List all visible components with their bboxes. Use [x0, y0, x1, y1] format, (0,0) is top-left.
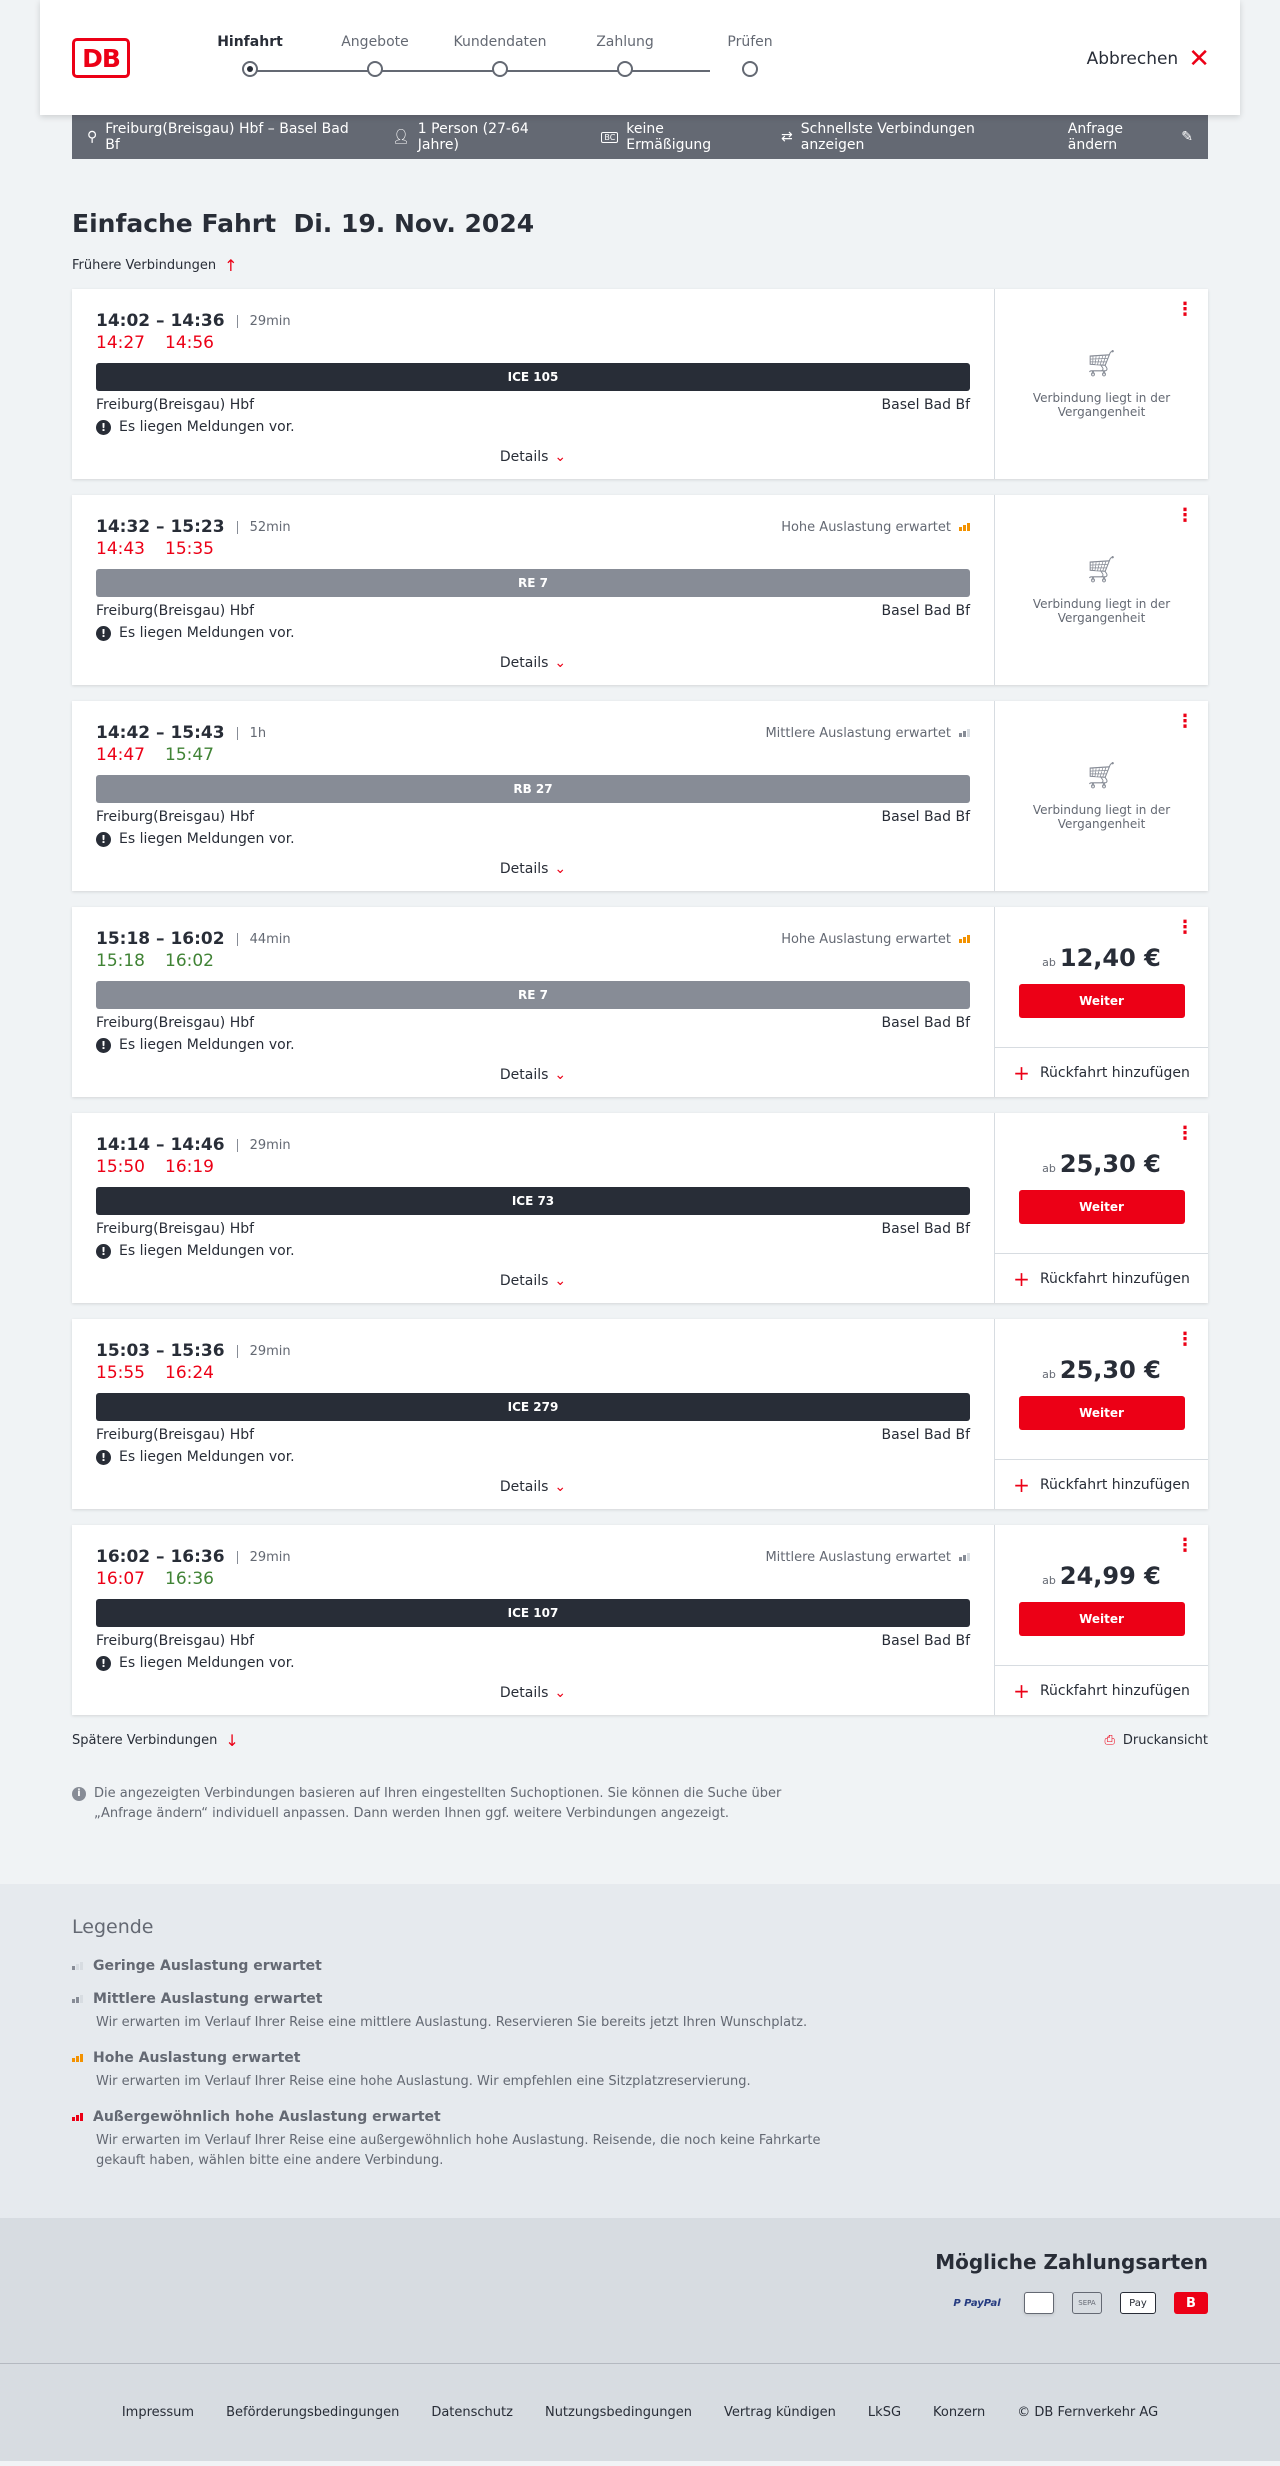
time-range: 15:18 – 16:02: [96, 929, 225, 949]
messages-notice: [96, 1449, 970, 1465]
add-return-trip-button[interactable]: [995, 1459, 1208, 1509]
stations: [96, 1221, 970, 1237]
cart-icon: 🛒︎: [1084, 555, 1118, 585]
summary-discount: [601, 121, 749, 153]
load-indicator: [781, 520, 970, 535]
realtime-times: [96, 745, 970, 769]
connection-details[interactable]: [72, 907, 994, 1097]
duration: 52min: [237, 521, 291, 534]
details-toggle[interactable]: [96, 449, 970, 465]
load-low-icon: [72, 1962, 83, 1970]
train-bar: ICE 107: [96, 1599, 970, 1627]
duration: 29min: [237, 1551, 291, 1564]
chevron-down-icon: ⌄: [554, 1273, 567, 1289]
price-value: 25,30 €: [1059, 1356, 1161, 1384]
plus-icon: +: [1013, 1472, 1030, 1497]
plus-icon: +: [1013, 1678, 1030, 1703]
train-bar: ICE 279: [96, 1393, 970, 1421]
chevron-down-icon: ⌄: [554, 449, 567, 465]
messages-notice: [96, 831, 970, 847]
details-label: Details: [499, 861, 549, 877]
duration: 29min: [237, 315, 291, 328]
origin-station: Freiburg(Breisgau) Hbf: [96, 1221, 255, 1237]
cancel-button[interactable]: [1087, 46, 1210, 72]
chevron-down-icon: ⌄: [554, 1479, 567, 1495]
stations: [96, 603, 970, 619]
change-request-button[interactable]: [1068, 121, 1193, 153]
destination-station: Basel Bad Bf: [881, 603, 970, 619]
messages-text: Es liegen Meldungen vor.: [119, 1037, 295, 1053]
chevron-down-icon: ⌄: [554, 1685, 567, 1701]
add-return-trip-button[interactable]: [995, 1047, 1208, 1097]
destination-station: Basel Bad Bf: [881, 397, 970, 413]
summary-persons: [392, 121, 569, 153]
past-text: Verbindung liegt in der Vergangenheit: [1032, 803, 1171, 831]
offer-panel: [994, 1525, 1208, 1715]
summary-route-text: Freiburg(Breisgau) Hbf – Basel Bad Bf: [105, 121, 349, 153]
cancel-label: Abbrechen: [1086, 49, 1179, 69]
stations: [96, 1633, 970, 1649]
past-text: Verbindung liegt in der Vergangenheit: [1032, 597, 1171, 625]
planned-times: [96, 721, 970, 745]
step-dot: [242, 61, 258, 77]
more-options-icon[interactable]: ⋮: [1176, 1535, 1194, 1556]
realtime-departure: 15:18: [96, 951, 145, 971]
planned-times: [96, 1339, 970, 1363]
destination-station: Basel Bad Bf: [881, 1221, 970, 1237]
stations: [96, 1427, 970, 1443]
load-text: Hohe Auslastung erwartet: [781, 931, 951, 947]
trip-type: Einfache Fahrt: [72, 209, 277, 238]
connection-details[interactable]: [72, 701, 994, 891]
price-prefix: ab: [1042, 1574, 1056, 1587]
plus-icon: +: [1013, 1060, 1030, 1085]
pencil-icon: ✎: [1181, 129, 1193, 145]
realtime-times: [96, 539, 970, 563]
details-toggle[interactable]: [96, 1273, 970, 1289]
realtime-departure: 14:27: [96, 333, 145, 353]
list-footer: [72, 1731, 1208, 1750]
realtime-arrival: 15:47: [165, 745, 214, 765]
load-high-icon: [959, 935, 970, 943]
messages-notice: [96, 1037, 970, 1053]
person-icon: 👤︎: [392, 129, 410, 145]
destination-station: Basel Bad Bf: [881, 1633, 970, 1649]
more-options-icon[interactable]: ⋮: [1176, 299, 1194, 320]
trip-date: Di. 19. Nov. 2024: [293, 209, 535, 238]
progress-stepper: [180, 34, 780, 84]
chevron-down-icon: ⌄: [554, 861, 567, 877]
realtime-times: [96, 1569, 970, 1593]
alert-icon: !: [96, 1656, 111, 1671]
alert-icon: !: [96, 626, 111, 641]
messages-notice: [96, 625, 970, 641]
realtime-departure: 15:55: [96, 1363, 145, 1383]
step-label: Prüfen: [727, 34, 773, 50]
time-range: 14:02 – 14:36: [96, 311, 225, 331]
alert-icon: !: [96, 1450, 111, 1465]
plus-icon: +: [1013, 1266, 1030, 1291]
legend-item: [72, 2109, 1208, 2171]
legend-item: [72, 1958, 1208, 1974]
train-bar: RE 7: [96, 569, 970, 597]
price-prefix: ab: [1042, 956, 1056, 969]
duration: 29min: [237, 1345, 291, 1358]
payment-db-icon: B: [1174, 2292, 1208, 2314]
connection-card: [72, 1525, 1208, 1715]
price: [1042, 1150, 1161, 1178]
connection-details[interactable]: [72, 1525, 994, 1715]
duration: 1h: [237, 727, 267, 740]
realtime-arrival: 16:02: [165, 951, 214, 971]
origin-station: Freiburg(Breisgau) Hbf: [96, 1427, 255, 1443]
messages-text: Es liegen Meldungen vor.: [119, 831, 295, 847]
more-options-icon[interactable]: ⋮: [1176, 1329, 1194, 1350]
connection-card: [72, 1319, 1208, 1509]
page-title: [72, 209, 1208, 238]
messages-notice: [96, 1243, 970, 1259]
train-bar: RB 27: [96, 775, 970, 803]
planned-times: [96, 309, 970, 333]
printer-icon: ⎙: [1104, 1733, 1115, 1748]
close-icon: ✕: [1188, 44, 1210, 74]
load-indicator: [765, 726, 970, 741]
step-kundendaten: [430, 34, 570, 77]
details-label: Details: [499, 1685, 549, 1701]
footer-link[interactable]: Konzern: [933, 2405, 986, 2420]
legend-item-title: Außergewöhnlich hohe Auslastung erwartet: [93, 2109, 441, 2125]
offer-panel: [994, 907, 1208, 1097]
search-summary-bar: [72, 115, 1208, 159]
price-value: 25,30 €: [1059, 1150, 1161, 1178]
load-high-icon: [959, 523, 970, 531]
earlier-label: Frühere Verbindungen: [72, 258, 217, 273]
stations: [96, 397, 970, 413]
realtime-departure: 14:43: [96, 539, 145, 559]
time-range: 14:32 – 15:23: [96, 517, 225, 537]
realtime-departure: 15:50: [96, 1157, 145, 1177]
footer-links: [0, 2363, 1280, 2461]
time-range: 14:42 – 15:43: [96, 723, 225, 743]
continue-button[interactable]: Weiter: [1019, 1396, 1185, 1430]
summary-fastest-text: Schnellste Verbindungen anzeigen: [800, 121, 975, 153]
planned-times: [96, 927, 970, 951]
realtime-arrival: 16:24: [165, 1363, 214, 1383]
offer-panel: [994, 701, 1208, 891]
add-return-trip-button[interactable]: [995, 1665, 1208, 1715]
info-icon: i: [72, 1787, 86, 1801]
alert-icon: !: [96, 420, 111, 435]
connection-details[interactable]: [72, 495, 994, 685]
info-note-text: Die angezeigten Verbindungen basieren auf Ihren eingestellten Suchoptionen. Sie können die Suche über „Anfrage ändern“ individuell anpassen. Dann werden Ihnen ggf. weitere Verbindungen angezeigt.: [94, 1786, 782, 1821]
step-hinfahrt[interactable]: [180, 34, 320, 77]
add-return-label: Rückfahrt hinzufügen: [1039, 1476, 1190, 1493]
time-range: 16:02 – 16:36: [96, 1547, 225, 1567]
load-ext-icon: [72, 2113, 83, 2121]
later-connections-link[interactable]: [72, 1731, 239, 1750]
realtime-arrival: 16:19: [165, 1157, 214, 1177]
connection-card: [72, 495, 1208, 685]
details-toggle[interactable]: [96, 1685, 970, 1701]
realtime-departure: 14:47: [96, 745, 145, 765]
price-value: 12,40 €: [1059, 944, 1161, 972]
time-range: 14:14 – 14:46: [96, 1135, 225, 1155]
load-indicator: [781, 932, 970, 947]
destination-station: Basel Bad Bf: [881, 1015, 970, 1031]
price-prefix: ab: [1042, 1162, 1056, 1175]
step-dot: [367, 61, 383, 77]
payment-card-icon: [1024, 2292, 1054, 2314]
earlier-connections-link[interactable]: [72, 256, 1208, 275]
step-dot: [742, 61, 758, 77]
load-text: Mittlere Auslastung erwartet: [765, 1549, 951, 1565]
chevron-down-icon: ⌄: [554, 655, 567, 671]
legend-item-title: Geringe Auslastung erwartet: [93, 1958, 322, 1974]
payment-title: Mögliche Zahlungsarten: [935, 2250, 1208, 2274]
summary-discount-text: keine Ermäßigung: [626, 121, 712, 153]
legend-item-title: Mittlere Auslastung erwartet: [93, 1991, 323, 2007]
legend-item-desc: Wir erwarten im Verlauf Ihrer Reise eine mittlere Auslastung. Reservieren Sie bereits jetzt Ihren Wunschplatz.: [96, 2015, 808, 2030]
realtime-arrival: 15:35: [165, 539, 214, 559]
more-options-icon[interactable]: ⋮: [1176, 505, 1194, 526]
payment-sepa-icon: SEPA: [1072, 2292, 1102, 2314]
realtime-departure: 16:07: [96, 1569, 145, 1589]
load-indicator: [765, 1550, 970, 1565]
realtime-times: [96, 333, 970, 357]
connection-card: [72, 907, 1208, 1097]
legend-title: Legende: [72, 1916, 154, 1938]
realtime-times: [96, 951, 970, 975]
details-toggle[interactable]: [96, 1479, 970, 1495]
load-mid-icon: [959, 729, 970, 737]
step-dot: [492, 61, 508, 77]
train-bar: RE 7: [96, 981, 970, 1009]
step-pruefen: [680, 34, 820, 77]
offer-panel: [994, 1319, 1208, 1509]
train-bar: ICE 105: [96, 363, 970, 391]
payment-paypal-icon: P PayPal: [953, 2297, 1001, 2309]
price: [1042, 1356, 1161, 1384]
summary-route: [87, 121, 360, 153]
continue-button[interactable]: Weiter: [1019, 1602, 1185, 1636]
db-logo[interactable]: DB: [72, 38, 130, 78]
details-label: Details: [499, 449, 549, 465]
chevron-down-icon: ⌄: [554, 1067, 567, 1083]
messages-notice: [96, 419, 970, 435]
price-value: 24,99 €: [1059, 1562, 1161, 1590]
messages-notice: [96, 1655, 970, 1671]
load-mid-icon: [959, 1553, 970, 1561]
details-toggle[interactable]: [96, 1067, 970, 1083]
step-angebote: [305, 34, 445, 77]
price: [1042, 944, 1161, 972]
details-label: Details: [499, 1067, 549, 1083]
origin-station: Freiburg(Breisgau) Hbf: [96, 397, 255, 413]
time-range: 15:03 – 15:36: [96, 1341, 225, 1361]
details-toggle[interactable]: [96, 861, 970, 877]
realtime-arrival: 14:56: [165, 333, 214, 353]
load-mid-icon: [72, 1995, 83, 2003]
step-label: Hinfahrt: [217, 34, 283, 50]
continue-button[interactable]: Weiter: [1019, 984, 1185, 1018]
offer-panel: [994, 495, 1208, 685]
swap-arrows-icon: ⇄: [781, 129, 793, 145]
connection-details[interactable]: [72, 1113, 994, 1303]
alert-icon: !: [96, 1038, 111, 1053]
step-label: Kundendaten: [453, 34, 547, 50]
planned-times: [96, 1133, 970, 1157]
more-options-icon[interactable]: ⋮: [1176, 711, 1194, 732]
payment-section: [0, 2218, 1280, 2363]
connection-card: [72, 1113, 1208, 1303]
legend-item-desc: Wir erwarten im Verlauf Ihrer Reise eine außergewöhnlich hohe Auslastung. Reisende, die noch keine Fahrkarte gekauft haben, wählen bitte eine andere Verbindung.: [96, 2133, 821, 2168]
print-label: Druckansicht: [1122, 1733, 1208, 1748]
footer-link[interactable]: Nutzungsbedingungen: [544, 2405, 692, 2420]
stations: [96, 1015, 970, 1031]
past-text: Verbindung liegt in der Vergangenheit: [1032, 391, 1171, 419]
load-text: Hohe Auslastung erwartet: [781, 519, 951, 535]
legend-item: [72, 2050, 1208, 2092]
train-bar: ICE 73: [96, 1187, 970, 1215]
cart-icon: 🛒︎: [1084, 761, 1118, 791]
footer-link[interactable]: © DB Fernverkehr AG: [1017, 2405, 1159, 2420]
arrow-down-icon: ↓: [225, 1731, 239, 1750]
planned-times: [96, 515, 970, 539]
connection-details[interactable]: [72, 1319, 994, 1509]
details-toggle[interactable]: [96, 655, 970, 671]
bahncard-icon: BC: [601, 132, 618, 143]
step-label: Angebote: [341, 34, 409, 50]
duration: 44min: [237, 933, 291, 946]
connection-card: [72, 701, 1208, 891]
price: [1042, 1562, 1161, 1590]
header: [40, 0, 1240, 115]
planned-times: [96, 1545, 970, 1569]
load-high-icon: [72, 2054, 83, 2062]
payment-methods: [72, 2292, 1208, 2330]
info-note: [72, 1784, 842, 1824]
add-return-label: Rückfahrt hinzufügen: [1039, 1064, 1190, 1081]
footer-link[interactable]: Vertrag kündigen: [723, 2405, 836, 2420]
footer-link[interactable]: Datenschutz: [431, 2405, 513, 2420]
more-options-icon[interactable]: ⋮: [1176, 1123, 1194, 1144]
details-label: Details: [499, 655, 549, 671]
arrow-up-icon: ↑: [224, 256, 238, 275]
origin-station: Freiburg(Breisgau) Hbf: [96, 1633, 255, 1649]
duration: 29min: [237, 1139, 291, 1152]
summary-fastest: [781, 121, 1036, 153]
details-label: Details: [499, 1479, 549, 1495]
realtime-times: [96, 1363, 970, 1387]
change-request-label: Anfrage ändern: [1067, 121, 1123, 153]
legend-item-title: Hohe Auslastung erwartet: [93, 2050, 301, 2066]
alert-icon: !: [96, 832, 111, 847]
messages-text: Es liegen Meldungen vor.: [119, 419, 295, 435]
messages-text: Es liegen Meldungen vor.: [119, 1655, 295, 1671]
messages-text: Es liegen Meldungen vor.: [119, 1243, 295, 1259]
cart-icon: 🛒︎: [1084, 349, 1118, 379]
details-label: Details: [499, 1273, 549, 1289]
origin-station: Freiburg(Breisgau) Hbf: [96, 603, 255, 619]
footer-link[interactable]: Impressum: [121, 2405, 195, 2420]
print-view-link[interactable]: [1104, 1731, 1208, 1750]
footer-link[interactable]: Beförderungsbedingungen: [226, 2405, 400, 2420]
legend-section: [0, 1884, 1280, 2218]
footer-link[interactable]: LkSG: [867, 2405, 902, 2420]
more-options-icon[interactable]: ⋮: [1176, 917, 1194, 938]
origin-station: Freiburg(Breisgau) Hbf: [96, 809, 255, 825]
messages-text: Es liegen Meldungen vor.: [119, 625, 295, 641]
price-prefix: ab: [1042, 1368, 1056, 1381]
later-label: Spätere Verbindungen: [72, 1733, 218, 1748]
add-return-trip-button[interactable]: [995, 1253, 1208, 1303]
connection-list: [72, 289, 1208, 1715]
step-dot: [617, 61, 633, 77]
legend-item-desc: Wir erwarten im Verlauf Ihrer Reise eine hohe Auslastung. Wir empfehlen eine Sitzplatzreservierung.: [96, 2074, 751, 2089]
destination-station: Basel Bad Bf: [881, 809, 970, 825]
step-zahlung: [555, 34, 695, 77]
add-return-label: Rückfahrt hinzufügen: [1039, 1270, 1190, 1287]
realtime-arrival: 16:36: [165, 1569, 214, 1589]
location-pin-icon: ⚲: [87, 129, 98, 145]
connection-details[interactable]: [72, 289, 994, 479]
offer-panel: [994, 289, 1208, 479]
add-return-label: Rückfahrt hinzufügen: [1039, 1682, 1190, 1699]
origin-station: Freiburg(Breisgau) Hbf: [96, 1015, 255, 1031]
alert-icon: !: [96, 1244, 111, 1259]
continue-button[interactable]: Weiter: [1019, 1190, 1185, 1224]
legend-item: [72, 1991, 1208, 2033]
messages-text: Es liegen Meldungen vor.: [119, 1449, 295, 1465]
summary-persons-text: 1 Person (27-64 Jahre): [417, 121, 529, 153]
payment-apple-icon: Pay: [1120, 2292, 1156, 2314]
realtime-times: [96, 1157, 970, 1181]
connection-card: [72, 289, 1208, 479]
offer-panel: [994, 1113, 1208, 1303]
destination-station: Basel Bad Bf: [881, 1427, 970, 1443]
load-text: Mittlere Auslastung erwartet: [765, 725, 951, 741]
stations: [96, 809, 970, 825]
step-label: Zahlung: [596, 34, 654, 50]
